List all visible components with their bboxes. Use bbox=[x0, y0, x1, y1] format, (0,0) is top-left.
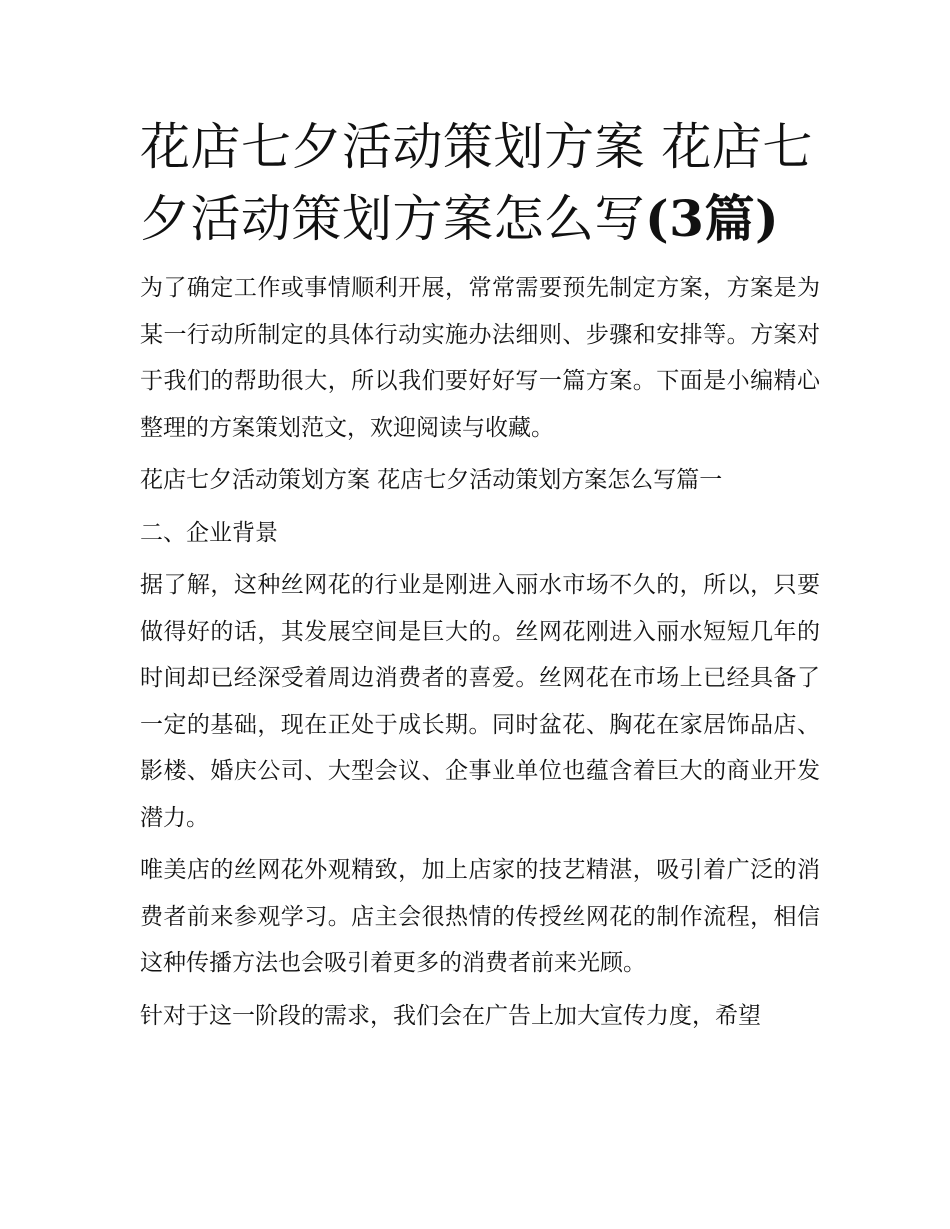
intro-paragraph: 为了确定工作或事情顺利开展，常常需要预先制定方案，方案是为某一行动所制定的具体行动实施办法细则、步骤和安排等。方案对于我们的帮助很大，所以我们要好好写一篇方案。下面是小编精心整理的方案策划范文，欢迎阅读与收藏。 bbox=[140, 275, 820, 441]
subsection-heading: 二、企业背景 bbox=[140, 519, 278, 546]
strategy-paragraph: 针对于这一阶段的需求，我们会在广告上加大宣传力度，希望 bbox=[140, 1002, 761, 1029]
document-body bbox=[140, 265, 820, 1039]
title-count: (3篇) bbox=[645, 189, 780, 248]
shop-paragraph: 唯美店的丝网花外观精致，加上店家的技艺精湛，吸引着广泛的消费者前来参观学习。店主会很热情的传授丝网花的制作流程，相信这种传播方法也会吸引着更多的消费者前来光顾。 bbox=[140, 857, 820, 976]
section-heading: 花店七夕活动策划方案 花店七夕活动策划方案怎么写篇一 bbox=[140, 467, 723, 493]
document-title bbox=[140, 112, 820, 255]
title-text: 花店七夕活动策划方案 花店七夕活动策划方案怎么写 bbox=[140, 118, 813, 248]
background-paragraph: 据了解，这种丝网花的行业是刚进入丽水市场不久的，所以，只要做得好的话，其发展空间是巨大的。丝网花刚进入丽水短短几年的时间却已经深受着周边消费者的喜爱。丝网花在市场上已经具备了一定的基础，现在正处于成长期。同时盆花、胸花在家居饰品店、影楼、婚庆公司、大型会议、企事业单位也蕴含着巨大的商业开发潜力。 bbox=[140, 572, 820, 831]
document-page bbox=[140, 112, 820, 1045]
